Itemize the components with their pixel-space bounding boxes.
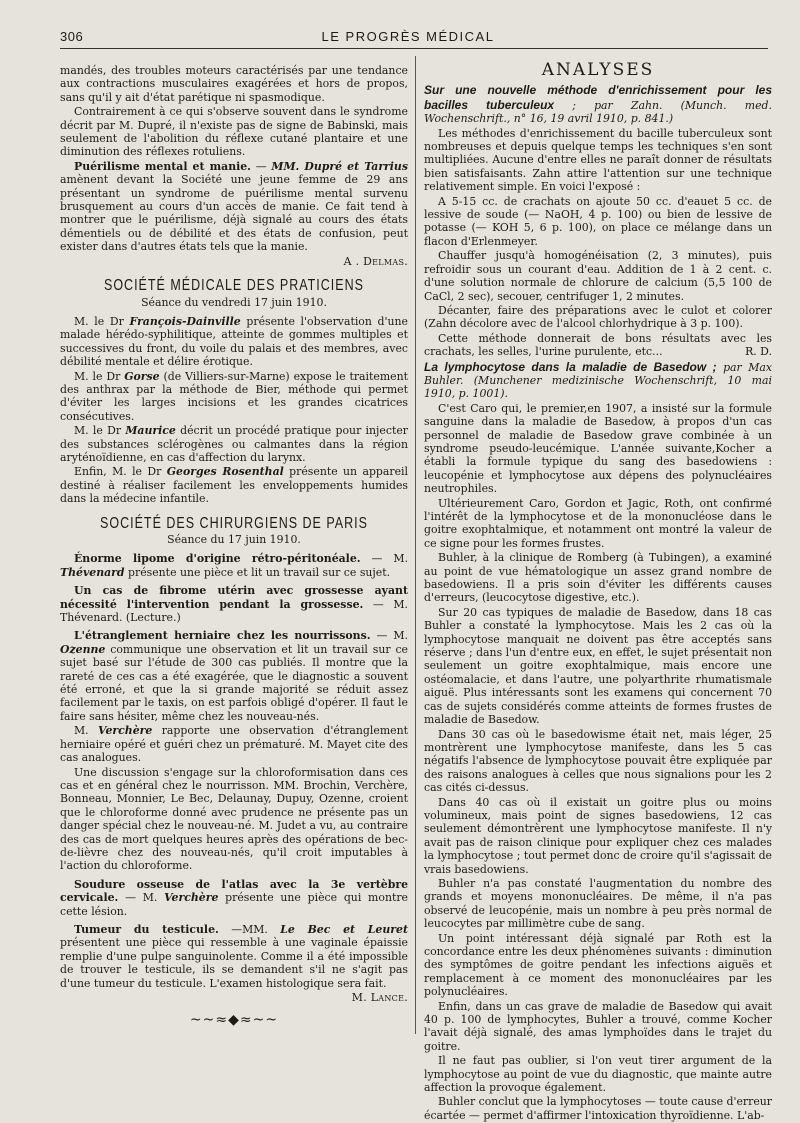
article-heading	[424, 83, 772, 125]
paragraph: Chauffer jusqu'à homogénéisation (2, 3 minutes), puis refroidir sous un courant d'eau. Addition de 1 à 2 cent. c. d'une solution normale de chlorure de calcium (5,5 100 de CaCl, 2 sec), secouer, centrifuger 1, 2 minutes.	[424, 249, 772, 303]
paragraph: Contrairement à ce qui s'observe souvent dans le syndrome décrit par M. Dupré, il n'existe pas de signe de Babinski, mais seulement de l'abolition du réflexe cutané plantaire et une diminution des réflexes rotuliens.	[60, 105, 408, 159]
page-header	[48, 28, 768, 46]
paragraph: Décanter, faire des préparations avec le culot et colorer (Zahn décolore avec de l'alcool chlorhydrique à 3 p. 100).	[424, 303, 772, 331]
left-column	[60, 64, 408, 1029]
column-divider	[415, 56, 416, 1034]
paragraph: M. le Dr Maurice décrit un procédé pratique pour injecter des substances sclérogènes ou calmantes dans la région aryténoïdienne, en cas d'affection du larynx.	[60, 424, 409, 464]
paragraph: Buhler conclut que la lymphocytoses — toute cause d'erreur écartée — permet d'affirmer l'intoxication thyroïdienne. L'ab-	[424, 1095, 773, 1122]
author-name: Le Bec et Leuret	[280, 922, 408, 936]
item-title: Tumeur du testicule.	[74, 922, 219, 936]
paragraph: Enfin, M. le Dr Georges Rosenthal présente un appareil destiné à réaliser facilement les enveloppements humides dans la médecine infantile.	[60, 465, 408, 506]
session-date: Séance du vendredi 17 juin 1910.	[141, 295, 327, 309]
item-title: Un cas de fibrome utérin avec grossesse ayant nécessité l'intervention pendant la grossesse.	[60, 584, 408, 611]
article-reference: ; par Zahn. (Munch. med. Wochenschrift., n° 16, 19 avril 1910, p. 841.)	[424, 98, 772, 126]
item-title: Puérilisme mental et manie.	[74, 159, 251, 173]
article-heading	[424, 360, 772, 401]
paragraph: Buhler, à la clinique de Romberg (à Tubingen), a examiné au point de vue hématologique un assez grand nombre de basedowiens. Il a pris soin d'éviter les différents causes d'erreurs, (leucocytose digestive, etc.).	[424, 551, 772, 605]
session-date: Séance du 17 juin 1910.	[167, 533, 301, 546]
signature: R. D.	[745, 345, 772, 359]
paragraph: Énorme lipome d'origine rétro-péritonéale. — M. Thévenard présente une pièce et lit un travail sur ce sujet.	[60, 552, 408, 579]
signature: M. Lance.	[351, 991, 408, 1004]
right-column	[424, 60, 773, 1123]
section-title-praticiens: SOCIÉTÉ MÉDICALE DES PRATICIENS	[104, 276, 364, 294]
paragraph: M. le Dr François-Dainville présente l'observation d'une malade hérédo-syphilitique, atteinte de gommes multiples et successives du front, du voile du palais et des membres, avec débilité mentale et délire érotique.	[60, 314, 408, 369]
item-title: L'étranglement herniaire chez les nourrissons.	[74, 629, 371, 643]
paragraph: Il ne faut pas oublier, si l'on veut tirer argument de la lymphocytose au point de vue du diagnostic, que mainte autre affection la provoque également.	[424, 1054, 772, 1095]
paragraph: Enfin, dans un cas grave de maladie de Basedow qui avait 40 p. 100 de lymphocytes, Buhler a trouvé, comme Kocher l'avait déjà signalé, des amas lymphoïdes dans le trajet du goitre.	[424, 999, 772, 1053]
journal-title: LE PROGRÈS MÉDICAL	[321, 29, 495, 44]
paragraph: Dans 30 cas où le basedowisme était net, mais léger, 25 montrèrent une lymphocytose manifeste, dans les 5 cas négatifs l'absence de lymphocytose pouvait être expliquée par des raisons analogues à celles que nous signalions pour les 2 cas cités ci-dessus.	[424, 727, 772, 795]
section-title-chirurgiens: SOCIÉTÉ DES CHIRURGIENS DE PARIS	[100, 513, 368, 532]
author-name: Gorse	[124, 369, 160, 383]
paragraph: A 5-15 cc. de crachats on ajoute 50 cc. d'eauet 5 cc. de lessive de soude (— NaOH, 4 p. 100) ou bien de lessive de potasse (— KOH 5, 6 p. 100), on place ce mélange dans un flacon d'Erlenmeyer.	[424, 194, 772, 248]
article-title: La lymphocytose dans la maladie de Basedow ;	[424, 359, 717, 374]
author-name: Thévenard	[60, 565, 125, 579]
ornament: ~~≈◆≈~~	[189, 1012, 279, 1029]
paragraph: L'étranglement herniaire chez les nourrissons. — M. Ozenne communique une observation et lit un travail sur ce sujet basé sur l'étude de 300 cas publiés. Il montre que la rareté de ces cas a été exagérée, que le diagnostic a souvent été erroné, et que la si grande majorité se réduit assez facilement par le taxis, on est parfois obligé d'opérer. Il faut le faire sans hésiter, même chez les nouveau-nés.	[60, 629, 408, 723]
author-name: MM. Dupré et Tarrius	[271, 159, 408, 173]
paragraph: Les méthodes d'enrichissement du bacille tuberculeux sont nombreuses et depuis quelque temps les techniques s'en sont multipliées. Aucune d'entre elles ne paraît donner de résultats bien satisfaisants. Zahn attire l'attention sur une technique relativement simple. En voici l'exposé :	[424, 126, 772, 194]
paragraph: mandés, des troubles moteurs caractérisés par une tendance aux contractions musculaires exagérées et hors de propos, sans qu'il y ait d'état parétique ni spasmodique.	[60, 64, 408, 104]
paragraph: Un cas de fibrome utérin avec grossesse ayant nécessité l'intervention pendant la grossesse. — M. Thévenard. (Lecture.)	[60, 584, 409, 625]
paragraph: Puérilisme mental et manie. — MM. Dupré et Tarrius amènent devant la Société une jeune femme de 29 ans présentant un syndrome de puérilisme mental survenu brusquement au cours d'un accès de manie. Ce fait tend à montrer que le puérilisme, déjà signalé au cours des états démentiels ou de débilité et des états de confusion, peut exister dans d'autres états tels que la manie.	[60, 159, 408, 254]
paragraph: Dans 40 cas où il existait un goitre plus ou moins volumineux, mais point de signes basedowiens, 12 cas seulement démontrèrent une lymphocytose manifeste. Il n'y avait pas de raison clinique pour expliquer chez ces malades la lymphocytose ; tout permet donc de croire qu'il s'agissait de vrais basedowiens.	[424, 795, 772, 876]
author-name: Maurice	[125, 424, 176, 438]
author-name: François-Dainville	[129, 314, 241, 328]
item-text: amènent devant la Société une jeune femme de 29 ans présentant un syndrome de puérilisme mental survenu brusquement au cours d'un accès de manie. Ce fait tend à montrer que le puérilisme, déjà signalé au cours des états démentiels ou de débilité et des états de confusion, peut exister dans d'autres états tels que la manie.	[60, 173, 408, 254]
header-rule	[60, 48, 768, 49]
item-title: Soudure osseuse de l'atlas avec la 3e vertèbre cervicale.	[60, 877, 408, 905]
item-title: Énorme lipome d'origine rétro-péritonéale.	[74, 552, 361, 566]
paragraph: Cette méthode donnerait de bons résultats avec les crachats, les selles, l'urine purulente, etc... R. D.	[424, 331, 772, 359]
article-reference: par Max Buhler. (Munchener medizinische Wochenschrift, 10 mai 1910, p. 1001).	[424, 360, 773, 401]
paragraph: M. le Dr Gorse (de Villiers-sur-Marne) expose le traitement des anthrax par la méthode de Bier, méthode qui permet d'éviter les larges incisions et les grandes cicatrices consécutives.	[60, 369, 409, 423]
paragraph: M. Verchère rapporte une observation d'étranglement herniaire opéré et guéri chez un prématuré. M. Mayet cite des cas analogues.	[60, 724, 408, 765]
paragraph: Buhler n'a pas constaté l'augmentation du nombre des grands et moyens mononucléaires. De même, il n'a pas observé de leucopénie, mais un nombre à peu près normal de leucocytes par millimètre cube de sang.	[424, 876, 772, 931]
paragraph: C'est Caro qui, le premier,en 1907, a insisté sur la formule sanguine dans la maladie de Basedow, à propos d'un cas personnel de maladie de Basedow grave combinée à un syndrome pseudo-leucémique. L'année suivante,Kocher a établi la formule typique du sang des basedowiens : leucopénie et lymphocytose aux dépens des polynucléaires neutrophiles.	[424, 401, 772, 496]
author-name: Ozenne	[60, 642, 106, 656]
signature: A . Delmas.	[343, 254, 408, 268]
paragraph: Un point intéressant déjà signalé par Roth est la concordance entre les deux phénomènes suivants : diminution des symptômes de goitre pendant les infections aiguës et remplacement à ce moment des mononucléaires par les polynucléaires.	[424, 931, 772, 999]
page-number: 306	[60, 29, 84, 44]
paragraph: Sur 20 cas typiques de maladie de Basedow, dans 18 cas Buhler a constaté la lymphocytose. Mais les 2 cas où la lymphocytose manquait ne doivent pas être acceptés sans réserve ; dans l'un d'entre eux, en effet, le sujet présentait non seulement un goitre exophtalmique, mais encore une ostéomalacie, et dans l'autre, une polyarthrite rhumatismale aiguë. Plus intéressants sont les examens qui concernent 70 cas de sujets considérés comme atteints de formes frustes de maladie de Basedow.	[424, 605, 772, 727]
author-name: Georges Rosenthal	[166, 465, 284, 479]
author-name: Verchère	[98, 724, 153, 738]
paragraph: Une discussion s'engage sur la chloroformisation dans ces cas et en général chez le nourrisson. MM. Brochin, Verchère, Bonneau, Monnier, Le Bec, Delaunay, Dupuy, Ozenne, croient que le chloroforme donné avec prudence ne présente pas un danger spécial chez le nouveau-né. M. Judet a vu, au contraire des cas de mort quelques heures après des opérations de bec-de-lièvre chez des nouveau-nés, qu'il croit imputables à l'action du chloroforme.	[60, 765, 408, 873]
paragraph: Tumeur du testicule. —MM. Le Bec et Leuret présentent une pièce qui ressemble à une vaginale épaissie remplie d'une pulpe sanguinolente. Comme il a été impossible de trouver le testicule, ils se demandent s'il ne s'agit pas d'une tumeur du testicule. L'examen histologique sera fait.	[60, 922, 408, 990]
article-title: Sur une nouvelle méthode d'enrichissement pour les bacilles tuberculeux	[424, 83, 772, 112]
paragraph: Ultérieurement Caro, Gordon et Jagic, Roth, ont confirmé l'intérêt de la lymphocytose et de la mononucléose dans le goitre exophtalmique, et notamment ont montré la valeur de ce signe pour les formes frustes.	[424, 496, 772, 550]
section-title-analyses: ANALYSES	[541, 60, 655, 80]
paragraph: Soudure osseuse de l'atlas avec la 3e vertèbre cervicale. — M. Verchère présente une pièce qui montre cette lésion.	[60, 877, 408, 918]
author-name: Verchère	[164, 891, 219, 905]
